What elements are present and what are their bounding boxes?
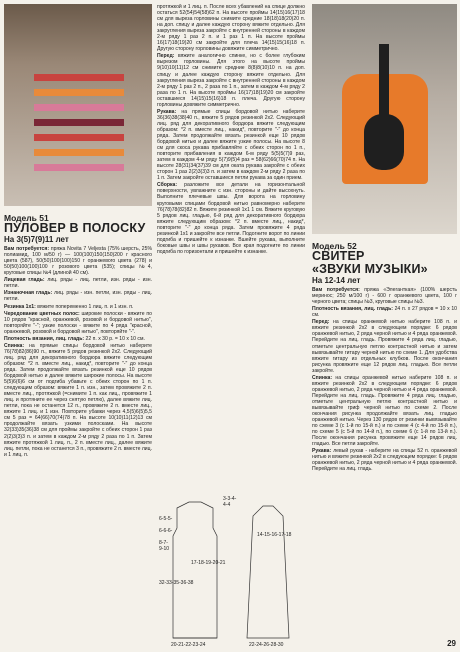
m51-front: вяжите аналогично спинке, но с более глубоким вырезом горловины. Для этого на высоте проймы 9(10)10(11)12 см снимите средние 8(8)8(10)10 п. на доп. спицу и далее каждую сторону вяжите отдельно. Для закругления выреза закройте с внутренней стороны в каждом 2-м ряду 1 раз 2 п., 2 раза по 1 п., затем в каждом 4-м ряду 2 раза по 1 п. На высоте проймы 16(17)18(19)20 см закройте оставшиеся 14(15)15(16)18 п. плеча. Другую сторону горловины довяжите симметрично.	[157, 53, 305, 108]
m51-sleeves: на прямые спицы бордовой нитью наберите 36(36)38(38)40 п., вяжите 5 рядов резинкой 2х2. Следующий лиц. ряд для декоративного бордюра вяжите следующим образом: *2 п. вместе лиц., накид*, повторите "-" до конца ряда. Затем продолжайте вязать резинкой еще 10 рядов бордовой нитью и далее вяжите узкие полосы. На высоте 8 см для скоса рукава прибавляйте с обеих сторон по 1 п., повторите прибавления в каждом 6-м ряду 5(5)5(7)9 раз, затем в каждом 4-м ряду 5(7)9(5)4 раз = 58(62)66(70)74 п. На высоте 28(31)34(37)39 см для оката рукава закройте с обеих сторон 1 раз 2(2)3(3)3 п. и затем в каждом 2-м ряду 2 раза по 1 п. Затем закройте оставшиеся петли рукава за один прием.	[157, 108, 305, 182]
m51-reverse-label: Изнаночная гладь:	[4, 290, 53, 297]
m51-rib-label: Резинка 1х1:	[4, 303, 36, 310]
model-52-title-line2: «ЗВУКИ МУЗЫКИ»	[312, 262, 428, 277]
m51-stockinette: лиц. ряды - лиц. петли, изн. ряды - изн. петли.	[4, 277, 152, 290]
m52-sleeves-label: Рукава:	[312, 448, 332, 455]
sleeve-outline	[247, 506, 289, 638]
schema-label-7: 17-18-19-20-21	[191, 560, 226, 566]
schema-label-11: 22-24-26-28-30	[249, 642, 284, 648]
column-1	[4, 212, 152, 459]
m51-back-continued: протяжкой и 1 лиц. п. После всех убавлений на спице должно остаться 52(54)54(58)62 п. На высоте проймы 14(15)16(17)18 см для выреза горловины снимите средние 18(18)18(20)20 п. на доп. спицу и далее каждую сторону вяжите отдельно. Для закругления выреза закройте с внутренней стороны в каждом 2-м ряду 1 раз 2 п. и 1 раз 1 п. На высоте проймы 16(17)18(19)20 см закройте для плеча 14(15)15(16)18 п. Другую сторону горловины довяжите симметрично.	[157, 4, 305, 53]
m51-stockinette-label: Лицевая гладь:	[4, 277, 45, 284]
photo-model-51	[4, 4, 152, 206]
m51-reverse: лиц. ряды - изн. петли, изн. ряды - лиц. петли.	[4, 290, 152, 303]
schema-label-3: 6-5-5-	[159, 516, 173, 522]
m51-front-label: Перед:	[157, 53, 175, 60]
model-52-size: На 12-14 лет	[312, 276, 361, 286]
m52-need: пряжа «Элеганткая» (100% шерсть меринос; 250 м/100 г) - 600 г оранжевого цвета, 100 г черного цвета; спицы №3, круговые спицы №3.	[312, 287, 457, 306]
column-2	[157, 4, 305, 256]
m51-back: на прямые спицы бордовой нитью наберите 76(78)82(86)90 п., вяжите 5 рядов резинкой 2х2. Следующий лиц. ряд для декоративного бордюра вяжите следующим образом: *2 п. вместе лиц., накид*, повторите "-" до конца ряда. Затем продолжайте вязать резинкой еще 10 рядов бордовой нитью и далее вяжите широкие полосы. На высоте 5(5)6(6)6 см от подгиба убавьте с обеих сторон по 1 п. следующим образом: вяжите 1 п. изн., затем провяжите 2 п. вместе лиц., протяжкой (=снимите 1 п. как лиц., провяжите 1 лиц. и протяните ее через снятую петлю), далее вяжите лиц. петли, пока не останется 12 п., провяжите 2 п. вместе лиц., вяжите 1 лиц. и 1 изн. Повторите убавки через 4,5(5)6(5)5,5 см 5 раз = 64(66)70(74)78 п. На высоте 10(10)11(12)13 см продолжайте вязать узкими полосками. На высоте 32(33)35(36)38 см для проймы закройте с обеих сторон 1 раз 2(2)3(3)3 п. и затем в каждом 2-м ряду 2 раза по 1 п. Затем вяжите протяжкой 1 лиц. п., 2 п. вместе лиц., далее вяжите лиц. петли, пока не останется 3 п., провяжите 2 п. вместе лиц. и 1 лиц. п.	[4, 342, 152, 458]
m52-front-label: Перед:	[312, 319, 330, 326]
schema-label-1: 3-3-4-	[223, 496, 237, 502]
m51-sleeves-label: Рукава:	[157, 108, 177, 115]
model-52-label: Модель 52	[312, 241, 357, 251]
schema-label-4: 6-6-6-	[159, 528, 173, 534]
m51-back-label: Спинка:	[4, 342, 25, 349]
schema-label-8: 32-33-35-36-38	[159, 580, 194, 586]
schema-label-2: 4-4	[223, 502, 231, 508]
pattern-schematic	[157, 488, 305, 648]
page-number: 29	[447, 639, 456, 648]
m52-back-label: Спинка:	[312, 374, 333, 381]
m52-density: 24 п. х 27 рядов = 10 х 10 см.	[312, 306, 457, 319]
photo-model-52	[312, 4, 457, 234]
m51-density-label: Плотность вязания, лиц. гладь:	[4, 335, 85, 342]
schema-label-9: 20-21-22-23-24	[171, 642, 206, 648]
body-outline	[173, 502, 217, 638]
m51-need-label: Вам потребуется:	[4, 246, 50, 253]
m52-back: на спицы оранжевой нитью наберите 108 п. и вяжите резинкой 2х2 в следующем порядке: 6 рядов оранжевой нитью, 2 ряда черной нитью и 4 ряда оранжевой. Перейдите на лиц. гладь. Провяжите 4 ряда лиц. гладью, отметьте центральную петлю контрастной нитью и вывязывайте гриф черной нитью по схеме 2. После окончания рисунка продолжайте вязать лиц. гладью оранжевой нитью. Через 130 рядов от резинки вывязывайте по схеме 3 (с 1-й по 15-й п.) и по схеме 4 (с 4-й по 15-й п.), по схеме 5 (с 5-й по 14-й п.), по схеме 6 (с 1-й по 13-й п.). После окончания рисунка провяжите еще 14 рядов лиц. гладью. Все петли закройте.	[312, 374, 457, 448]
model-51-title: ПУЛОВЕР В ПОЛОСКУ	[4, 221, 146, 236]
m51-assembly-label: Сборка:	[157, 182, 178, 189]
m51-density: 22 п. х 30 р. = 10 х 10 см.	[85, 335, 145, 342]
m52-sleeves: левый рукав - наберите на спицы 52 п. оранжевой нитью и вяжите резинкой 2х2 в следующем порядке: 6 рядов оранжевой нитью, 2 ряда черной нитью и 4 ряда оранжевой. Перейдите на лиц. гладь.	[312, 448, 457, 473]
m51-stripes: широкие полоски - вяжите по 10 рядов "красной, оранжевой, розовой и бордовой нитью", повторяйте "-"; узкие полоски - вяжите по 4 ряда "красной, оранжевой, розовой и бордовой нитью", повторяйте "-".	[4, 310, 152, 335]
m52-need-label: Вам потребуется:	[312, 287, 360, 294]
model-51-size: На 3(5)7(9)11 лет	[4, 235, 69, 245]
m52-density-label: Плотность вязания, лиц. гладь:	[312, 306, 393, 313]
m51-need: пряжа Novita 7 Veljesta (75% шерсть, 25% полиамид, 100 м/50 г) — 100(100)150(150)200 г красного цвета (587), 50(50)100(100)150 г оранжевого цвета (278) и 50(50)100(100)100 г розового цвета (535); спицы №4, круговые спицы №4 (длиной 40 см).	[4, 246, 152, 277]
column-3	[312, 240, 457, 474]
m51-assembly: разложите все детали на горизонтальной поверхности, увлажните с изн. стороны и дайте высохнуть. Выполните плечевые швы. Для ворота на горловину круговыми спицами бордовой нитью равномерно наберите 76(78)78(82)82 п. Вяжите резинкой 1х1 1 см. Вяжите круговую 5 рядов лиц. гладью, 6-й ряд для декоративного бордюра вяжите следующим образом: *2 п. вместе лиц., накид*, повторите "-" до конца ряда. Затем провяжите 4 ряда резинкой 1х1 и закройте все петли. Подогните ворот по линии подгиба и пришейте к изнанке. Вшейте рукава, выполните боковые швы и швы рукавов. Все края подогните по линии подгиба по горизонтали и пришейте к изнанке.	[157, 182, 305, 255]
model-51-label: Модель 51	[4, 213, 49, 223]
m51-stripes-label: Чередование цветных полос:	[4, 310, 80, 317]
m52-front: на спицы оранжевой нитью наберите 108 п. и вяжите резинкой 2х2 в следующем порядке: 6 рядов оранжевой нитью, 2 ряда черной нитью и 4 ряда оранжевой. Перейдите на лиц. гладь. Провяжите 4 ряда лиц. гладью, отметьте центральную петлю контрастной нитью и затем вывязывайте гитару черной нитью по схеме 1. Для удобства вяжите гитару из отдельных клубков. После окончания рисунка провяжите еще 12 рядов лиц. гладью. Все петли закройте.	[312, 319, 457, 374]
schema-label-6: 9-10	[159, 546, 170, 552]
schema-label-10: 14-15-16-17-18	[257, 532, 292, 538]
schema-label-5: 8-7-	[159, 540, 168, 546]
m51-rib: вяжите попеременно 1 лиц. п. и 1 изн. п.	[37, 303, 134, 310]
model-52-title-line1: СВИТЕР	[312, 249, 365, 264]
